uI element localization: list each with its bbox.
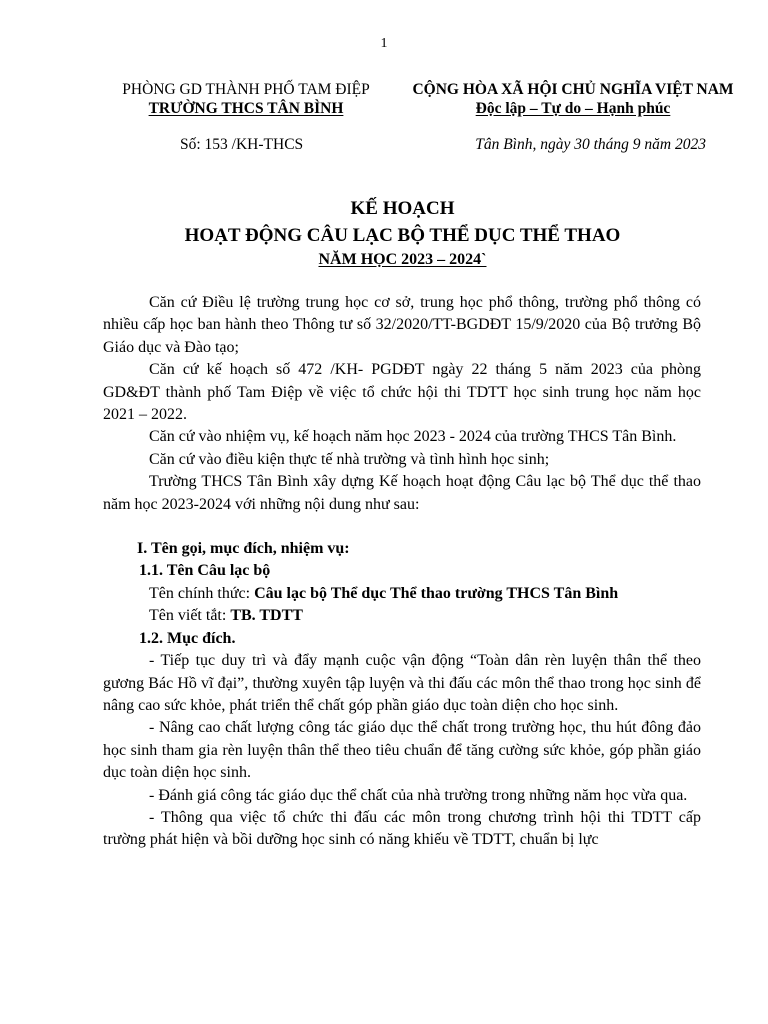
spacer (103, 516, 701, 538)
short-name: TB. TDTT (230, 607, 303, 625)
purpose-item: - Nâng cao chất lượng công tác giáo dục thể chất trong trường học, thu hút đông đảo học sinh tham gia rèn luyện thân thể theo tiêu chuẩn để tăng cường sức khỏe, góp phần giáo dục toàn diện học sinh. (103, 719, 701, 782)
section-1-2-heading: 1.2. Mục đích. (139, 629, 236, 647)
official-name: Câu lạc bộ Thể dục Thể thao trường THCS Tân Bình (254, 584, 619, 602)
purpose-item: - Đánh giá công tác giáo dục thể chất của nhà trường trong những năm học vừa qua. (149, 786, 688, 804)
legal-basis-2: Căn cứ kế hoạch số 472 /KH- PGDĐT ngày 22 tháng 5 năm 2023 của phòng GD&ĐT thành phố Tam Điệp về việc tổ chức hội thi TDTT học sinh trung học năm học 2021 – 2022. (103, 361, 701, 424)
issuer-school: TRƯỜNG THCS TÂN BÌNH (148, 100, 344, 117)
legal-basis-3: Căn cứ vào nhiệm vụ, kế hoạch năm học 2023 - 2024 của trường THCS Tân Bình. (149, 428, 677, 446)
document-number: Số: 153 /KH-THCS (180, 136, 304, 153)
legal-basis-1: Căn cứ Điều lệ trường trung học cơ sở, trung học phổ thông, trường phổ thông có nhiều cấp học ban hành theo Thông tư số 32/2020/TT-BGDĐT 15/9/2020 của Bộ trưởng Bộ Giáo dục và Đào tạo; (103, 294, 701, 356)
issuer-department: PHÒNG GD THÀNH PHỐ TAM ĐIỆP (122, 81, 370, 98)
page-number: 1 (380, 36, 388, 51)
school-year: NĂM HỌC 2023 – 2024` (318, 251, 487, 268)
official-name-line: Tên chính thức: Câu lạc bộ Thể dục Thể thao trường THCS Tân Bình (149, 584, 619, 602)
section-1-1-heading: 1.1. Tên Câu lạc bộ (139, 562, 271, 580)
legal-basis-5: Trường THCS Tân Bình xây dựng Kế hoạch hoạt động Câu lạc bộ Thể dục thể thao năm học 2023-2024 với những nội dung như sau: (103, 473, 701, 513)
issuer-block (106, 80, 386, 118)
short-name-line: Tên viết tắt: TB. TDTT (149, 607, 303, 625)
document-date: Tân Bình, ngày 30 tháng 9 năm 2023 (475, 136, 706, 153)
purpose-item: - Tiếp tục duy trì và đẩy mạnh cuộc vận động “Toàn dân rèn luyện thân thể theo gương Bác Hồ vĩ đại”, thường xuyên tập luyện và thi đấu các môn thể thao trong học sinh để nâng cao sức khỏe, phát triển thể chất góp phần giáo dục toàn diện cho học sinh. (103, 652, 701, 714)
document-title: KẾ HOẠCH (350, 198, 455, 219)
national-motto: Độc lập – Tự do – Hạnh phúc (475, 100, 671, 117)
section-1-heading: I. Tên gọi, mục đích, nhiệm vụ: (137, 540, 350, 558)
national-title: CỘNG HÒA XÃ HỘI CHỦ NGHĨA VIỆT NAM (412, 81, 734, 98)
purpose-item: - Thông qua việc tổ chức thi đấu các môn trong chương trình hội thi TDTT cấp trường phát hiện và bồi dưỡng học sinh có năng khiếu về TDTT, chuẩn bị lực (103, 808, 701, 849)
national-motto-block (392, 80, 754, 118)
document-subtitle: HOẠT ĐỘNG CÂU LẠC BỘ THỂ DỤC THỂ THAO (184, 225, 621, 246)
legal-basis-4: Căn cứ vào điều kiện thực tế nhà trường và tình hình học sinh; (149, 450, 550, 468)
document-body (103, 292, 701, 852)
